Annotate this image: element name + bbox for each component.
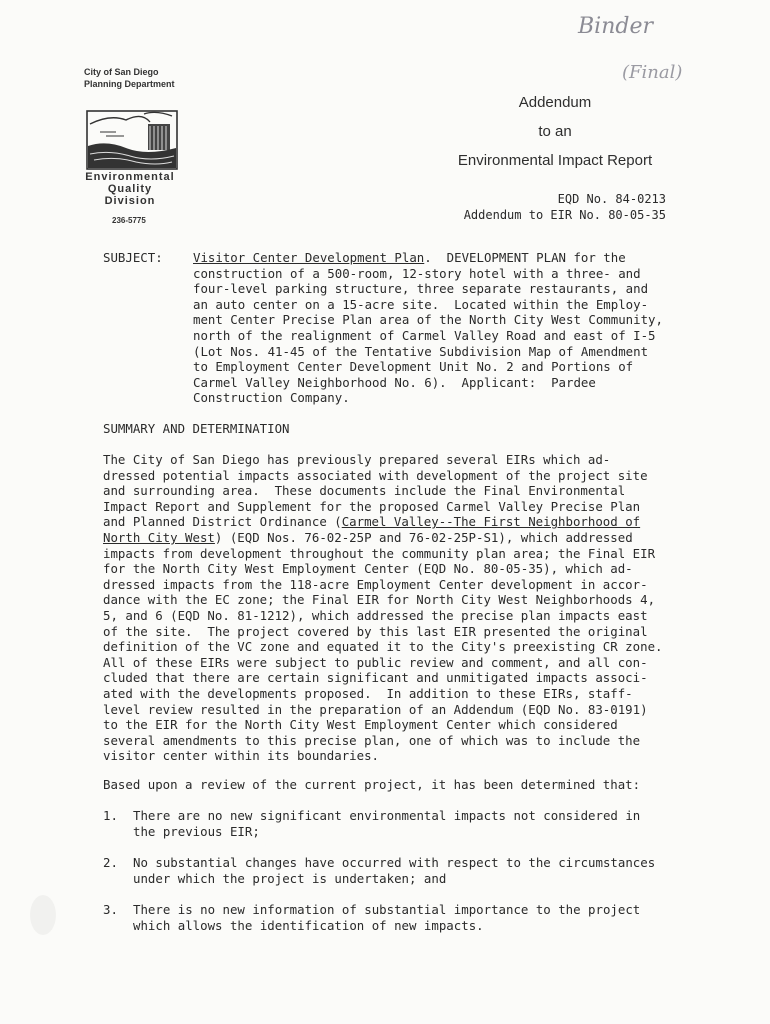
division-name xyxy=(84,171,176,207)
paragraph-line: dressed potential impacts associated with development of the project site xyxy=(103,467,648,483)
item-line: which allows the identification of new impacts. xyxy=(133,917,484,933)
paragraph-line: and surrounding area. These documents include the Final Environmental xyxy=(103,483,626,499)
subject-line: Construction Company. xyxy=(193,390,350,406)
paragraph-line: to the EIR for the North City West Employment Center which considered xyxy=(103,717,618,733)
paragraph-line: and Planned District Ordinance (Carmel Valley--The First Neighborhood of xyxy=(103,514,641,530)
department-name: Planning Department xyxy=(84,79,175,89)
paragraph-line: impacts from development throughout the community plan area; the Final EIR xyxy=(103,545,656,561)
division-line: Quality xyxy=(107,183,153,195)
paragraph-line: cluded that there are certain significant and unmitigated impacts associ- xyxy=(103,670,648,686)
subject-body xyxy=(193,250,663,406)
paragraph-line: definition of the VC zone and equated it to the City's preexisting CR zone. xyxy=(103,639,663,655)
item-number: 2. xyxy=(103,855,118,870)
division-line: Environmental xyxy=(85,171,175,183)
subject-line: north of the realignment of Carmel Valley Road and east of I-5 xyxy=(193,327,656,343)
eir-addendum-number: Addendum to EIR No. 80-05-35 xyxy=(463,208,666,222)
item-number: 3. xyxy=(103,902,118,917)
subject-label: SUBJECT: xyxy=(103,250,163,265)
item-line: There is no new information of substantial importance to the project xyxy=(133,902,641,917)
paragraph-line: for the North City West Employment Center (EQD No. 80-05-35), which ad- xyxy=(103,561,633,577)
summary-paragraph xyxy=(103,452,663,764)
paragraph-line: of the site. The project covered by this last EIR presented the original xyxy=(103,623,648,639)
handwritten-final-note: (Final) xyxy=(622,62,683,83)
item-line: the previous EIR; xyxy=(133,823,260,839)
handwritten-binder-note: Binder xyxy=(578,14,653,39)
title-line: Environmental Impact Report xyxy=(457,152,653,169)
cited-document-title: North City West xyxy=(103,529,215,545)
paragraph-line: level review resulted in the preparation of an Addendum (EQD No. 83-0191) xyxy=(103,701,648,717)
subject-line: (Lot Nos. 41-45 of the Tentative Subdivision Map of Amendment xyxy=(193,343,649,359)
page-smudge xyxy=(30,895,56,935)
subject-line: four-level parking structure, three separate restaurants, and xyxy=(193,281,649,297)
city-name: City of San Diego xyxy=(84,67,159,77)
division-phone: 236-5775 xyxy=(112,216,146,225)
paragraph-line: dressed impacts from the 118-acre Employment Center development in accor- xyxy=(103,576,648,592)
division-logo xyxy=(86,110,178,170)
eqd-number: EQD No. 84-0213 xyxy=(557,192,666,206)
subject-line: ment Center Precise Plan area of the North City West Community, xyxy=(193,312,663,328)
determination-item xyxy=(103,808,641,855)
subject-line: construction of a 500-room, 12-story hotel with a three- and xyxy=(193,265,641,281)
paragraph-line: 5, and 6 (EQD No. 81-1212), which addressed the precise plan impacts east xyxy=(103,607,648,623)
item-line: No substantial changes have occurred with respect to the circumstances xyxy=(133,855,656,870)
reference-numbers xyxy=(464,191,666,223)
determination-intro: Based upon a review of the current project, it has been determined that: xyxy=(103,777,641,792)
paragraph-line: North City West) (EQD Nos. 76-02-25P and 76-02-25P-S1), which addressed xyxy=(103,529,633,545)
subject-line: Carmel Valley Neighborhood No. 6). Applicant: Pardee xyxy=(193,374,596,390)
item-line: under which the project is undertaken; and xyxy=(133,870,447,886)
document-title xyxy=(440,94,670,181)
determination-item xyxy=(103,855,656,902)
title-line: to an xyxy=(538,123,572,140)
paragraph-line: Impact Report and Supplement for the proposed Carmel Valley Precise Plan xyxy=(103,498,641,514)
subject-line: an auto center on a 15-acre site. Located within the Employ- xyxy=(193,296,649,312)
paragraph-line: All of these EIRs were subject to public review and comment, and all con- xyxy=(103,654,648,670)
subject-first-line: Visitor Center Development Plan. DEVELOPMENT PLAN for the xyxy=(193,250,626,265)
project-title: Visitor Center Development Plan xyxy=(193,250,425,265)
paragraph-line: visitor center within its boundaries. xyxy=(103,748,380,764)
title-line: Addendum xyxy=(518,94,592,111)
cited-document-title: Carmel Valley--The First Neighborhood of xyxy=(341,514,641,530)
division-line: Division xyxy=(104,195,156,207)
summary-heading: SUMMARY AND DETERMINATION xyxy=(103,421,290,436)
item-number: 1. xyxy=(103,808,118,823)
paragraph-line: The City of San Diego has previously prepared several EIRs which ad- xyxy=(103,452,611,467)
department-header xyxy=(84,66,175,90)
paragraph-line: ated with the developments proposed. In addition to these EIRs, staff- xyxy=(103,685,633,701)
paragraph-line: dance with the EC zone; the Final EIR for North City West Neighborhoods 4, xyxy=(103,592,656,608)
determination-item xyxy=(103,902,641,949)
subject-line: to Employment Center Development Unit No. 2 and Portions of xyxy=(193,359,634,375)
paragraph-line: several amendments to this precise plan, one of which was to include the xyxy=(103,732,641,748)
item-line: There are no new significant environmental impacts not considered in xyxy=(133,808,641,823)
